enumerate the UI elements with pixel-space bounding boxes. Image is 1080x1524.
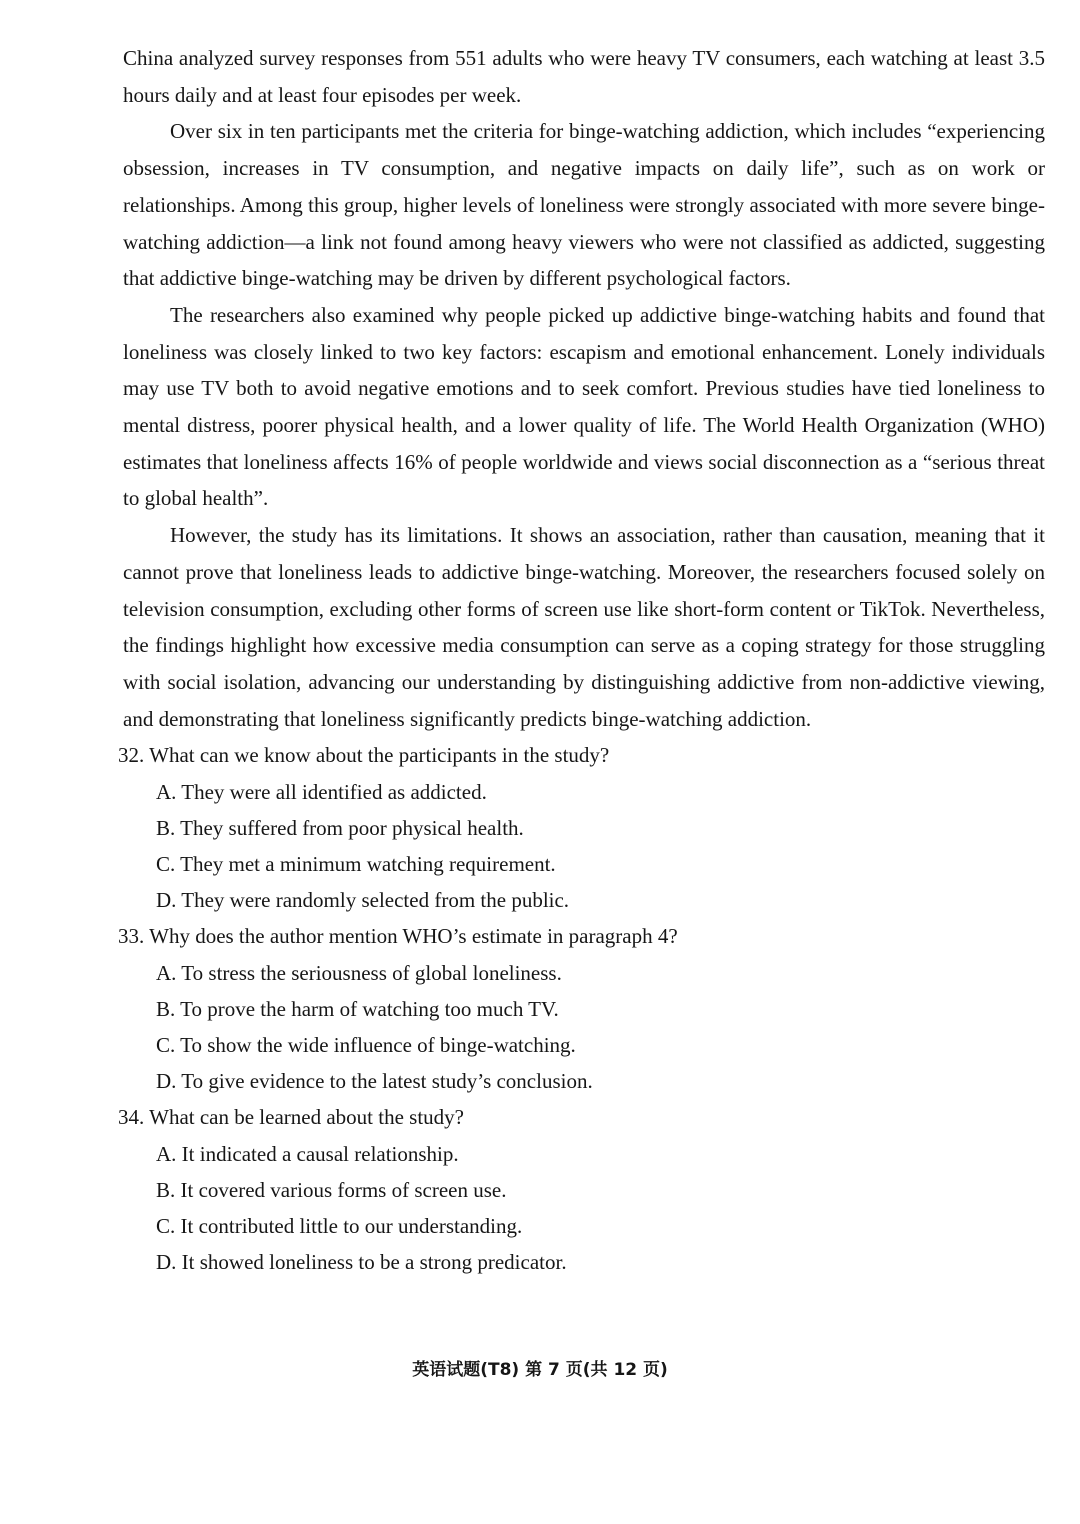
question-stem: 32. What can we know about the participants in the study? <box>118 743 610 768</box>
passage-paragraph-4: However, the study has its limitations. It shows an association, rather than causation, meaning that it cannot prove that loneliness leads to addictive binge-watching. Moreover, the researchers focused solely on television consumption, excluding other forms of screen use like short-form content or TikTok. Nevertheless, the findings highlight how excessive media consumption can serve as a coping strategy for those struggling with social isolation, advancing our understanding by distinguishing addictive from non-addictive viewing, and demonstrating that loneliness significantly predicts binge-watching addiction. <box>123 523 1045 731</box>
option-b: B. To prove the harm of watching too much TV. <box>156 996 559 1021</box>
option-b: B. They suffered from poor physical health. <box>156 815 524 840</box>
option-d: D. It showed loneliness to be a strong predicator. <box>156 1250 567 1275</box>
question-32 <box>118 737 1045 918</box>
question-stem: 34. What can be learned about the study? <box>118 1105 464 1130</box>
option-c: C. To show the wide influence of binge-watching. <box>156 1032 576 1057</box>
passage-paragraph-3: The researchers also examined why people picked up addictive binge-watching habits and found that loneliness was closely linked to two key factors: escapism and emotional enhancement. Lonely individuals may use TV both to avoid negative emotions and to seek comfort. Previous studies have tied loneliness to mental distress, poorer physical health, and a lower quality of life. The World Health Organization (WHO) estimates that loneliness affects 16% of people worldwide and views social disconnection as a “serious threat to global health”. <box>123 302 1045 511</box>
question-stem: 33. Why does the author mention WHO’s estimate in paragraph 4? <box>118 924 678 949</box>
option-a: A. They were all identified as addicted. <box>156 779 487 804</box>
passage-paragraph-2: Over six in ten participants met the criteria for binge-watching addiction, which includes “experiencing obsession, increases in TV consumption, and negative impacts on daily life”, such as on work or relationships. Among this group, higher levels of loneliness were strongly associated with more severe binge-watching addiction—a link not found among heavy viewers who were not classified as addicted, suggesting that addictive binge-watching may be driven by different psychological factors. <box>123 119 1045 291</box>
option-c: C. They met a minimum watching requirement. <box>156 851 556 876</box>
option-b: B. It covered various forms of screen use. <box>156 1177 507 1202</box>
option-d: D. To give evidence to the latest study’s conclusion. <box>156 1069 593 1094</box>
option-c: C. It contributed little to our understanding. <box>156 1214 523 1238</box>
reading-passage <box>123 40 1045 737</box>
option-a: A. It indicated a causal relationship. <box>156 1141 459 1166</box>
option-d: D. They were randomly selected from the public. <box>156 888 570 913</box>
passage-paragraph-1: China analyzed survey responses from 551 adults who were heavy TV consumers, each watching at least 3.5 hours daily and at least four episodes per week. <box>123 46 1045 107</box>
question-33 <box>118 918 1045 1099</box>
exam-page <box>118 40 1045 1280</box>
page-footer: 英语试题(T8) 第 7 页(共 12 页) <box>412 1360 668 1380</box>
question-list <box>118 737 1045 1280</box>
question-34 <box>118 1099 1045 1280</box>
option-a: A. To stress the seriousness of global loneliness. <box>156 960 562 985</box>
